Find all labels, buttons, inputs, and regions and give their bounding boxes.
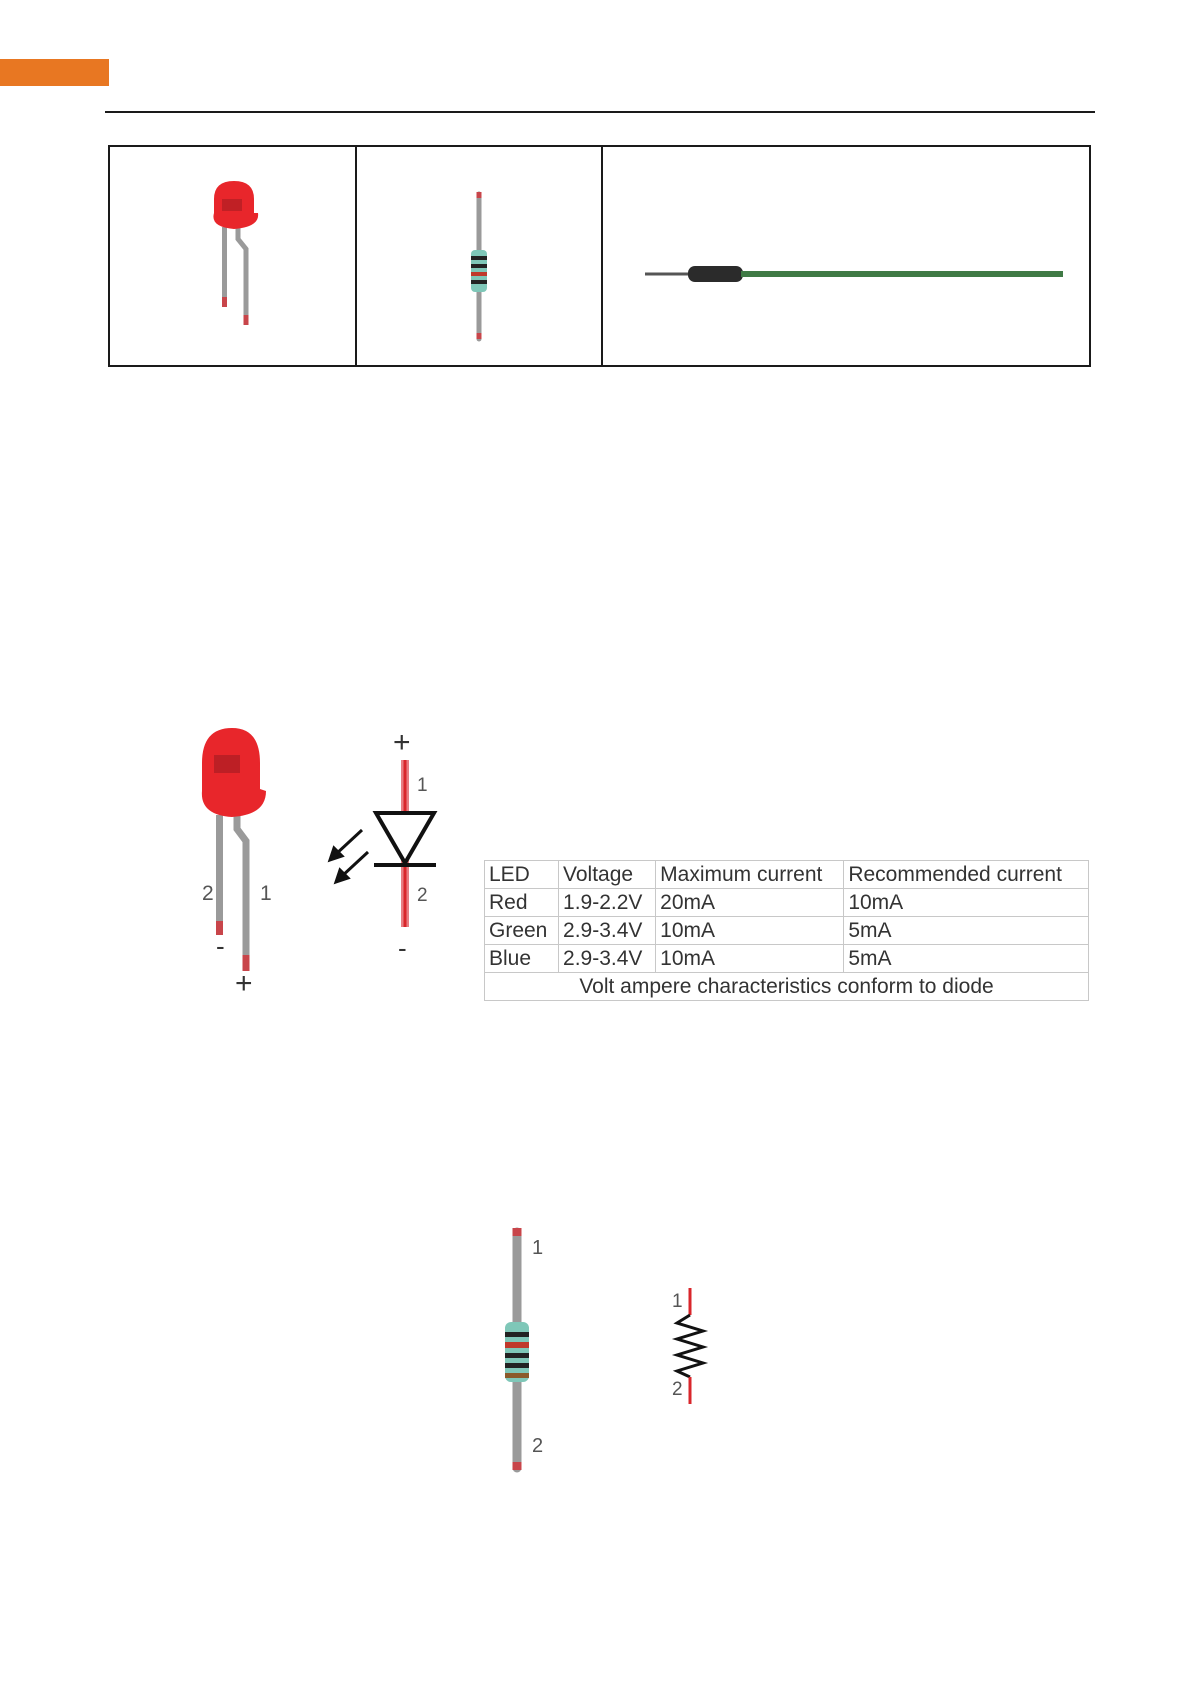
components-cell-resistor bbox=[357, 147, 603, 365]
led-lead-1-label: 1 bbox=[260, 882, 272, 905]
table-header-cell: Recommended current bbox=[844, 861, 1089, 889]
table-cell: 2.9-3.4V bbox=[559, 917, 656, 945]
table-cell: Red bbox=[485, 889, 559, 917]
table-footer-note: Volt ampere characteristics conform to diode bbox=[485, 973, 1089, 1001]
components-cell-led bbox=[110, 147, 357, 365]
header-accent-bar bbox=[0, 59, 109, 86]
table-footer-row bbox=[485, 973, 1089, 1001]
resistor-symbol-pin-1-label: 1 bbox=[672, 1291, 683, 1312]
resistor-illustration-small bbox=[357, 147, 601, 365]
led-plus-label: + bbox=[235, 967, 253, 1000]
light-emission-arrows-icon bbox=[330, 830, 368, 882]
resistor-pin-1-label: 1 bbox=[532, 1237, 544, 1259]
table-cell: 10mA bbox=[656, 917, 844, 945]
table-header-cell: Voltage bbox=[559, 861, 656, 889]
table-cell: 10mA bbox=[844, 889, 1089, 917]
led-symbol-pin-2-label: 2 bbox=[417, 885, 428, 906]
table-header-cell: Maximum current bbox=[656, 861, 844, 889]
resistor-illustration-large bbox=[505, 1228, 529, 1470]
components-table bbox=[108, 145, 1091, 367]
table-row bbox=[485, 889, 1089, 917]
jumper-wire-illustration bbox=[603, 147, 1091, 365]
table-cell: 20mA bbox=[656, 889, 844, 917]
led-minus-label: - bbox=[216, 931, 225, 961]
table-cell: 1.9-2.2V bbox=[559, 889, 656, 917]
table-row bbox=[485, 917, 1089, 945]
resistor-pin-2-label: 2 bbox=[532, 1435, 544, 1457]
led-illustration-small bbox=[110, 147, 355, 365]
led-lead-2-label: 2 bbox=[202, 882, 214, 905]
table-cell: Blue bbox=[485, 945, 559, 973]
led-diagram bbox=[180, 715, 480, 1010]
led-spec-table bbox=[484, 860, 1089, 1001]
components-cell-jumper bbox=[603, 147, 1093, 365]
led-symbol-plus-label: + bbox=[393, 726, 411, 759]
table-header-row bbox=[485, 861, 1089, 889]
resistor-diagram bbox=[480, 1220, 740, 1480]
table-cell: 5mA bbox=[844, 945, 1089, 973]
table-cell: 10mA bbox=[656, 945, 844, 973]
table-cell: 2.9-3.4V bbox=[559, 945, 656, 973]
led-symbol-minus-label: - bbox=[398, 933, 407, 963]
led-illustration-large bbox=[202, 728, 266, 971]
table-header-cell: LED bbox=[485, 861, 559, 889]
table-row bbox=[485, 945, 1089, 973]
table-cell: 5mA bbox=[844, 917, 1089, 945]
resistor-symbol-pin-2-label: 2 bbox=[672, 1379, 683, 1400]
header-rule bbox=[105, 111, 1095, 113]
table-cell: Green bbox=[485, 917, 559, 945]
led-symbol-pin-1-label: 1 bbox=[417, 775, 428, 796]
